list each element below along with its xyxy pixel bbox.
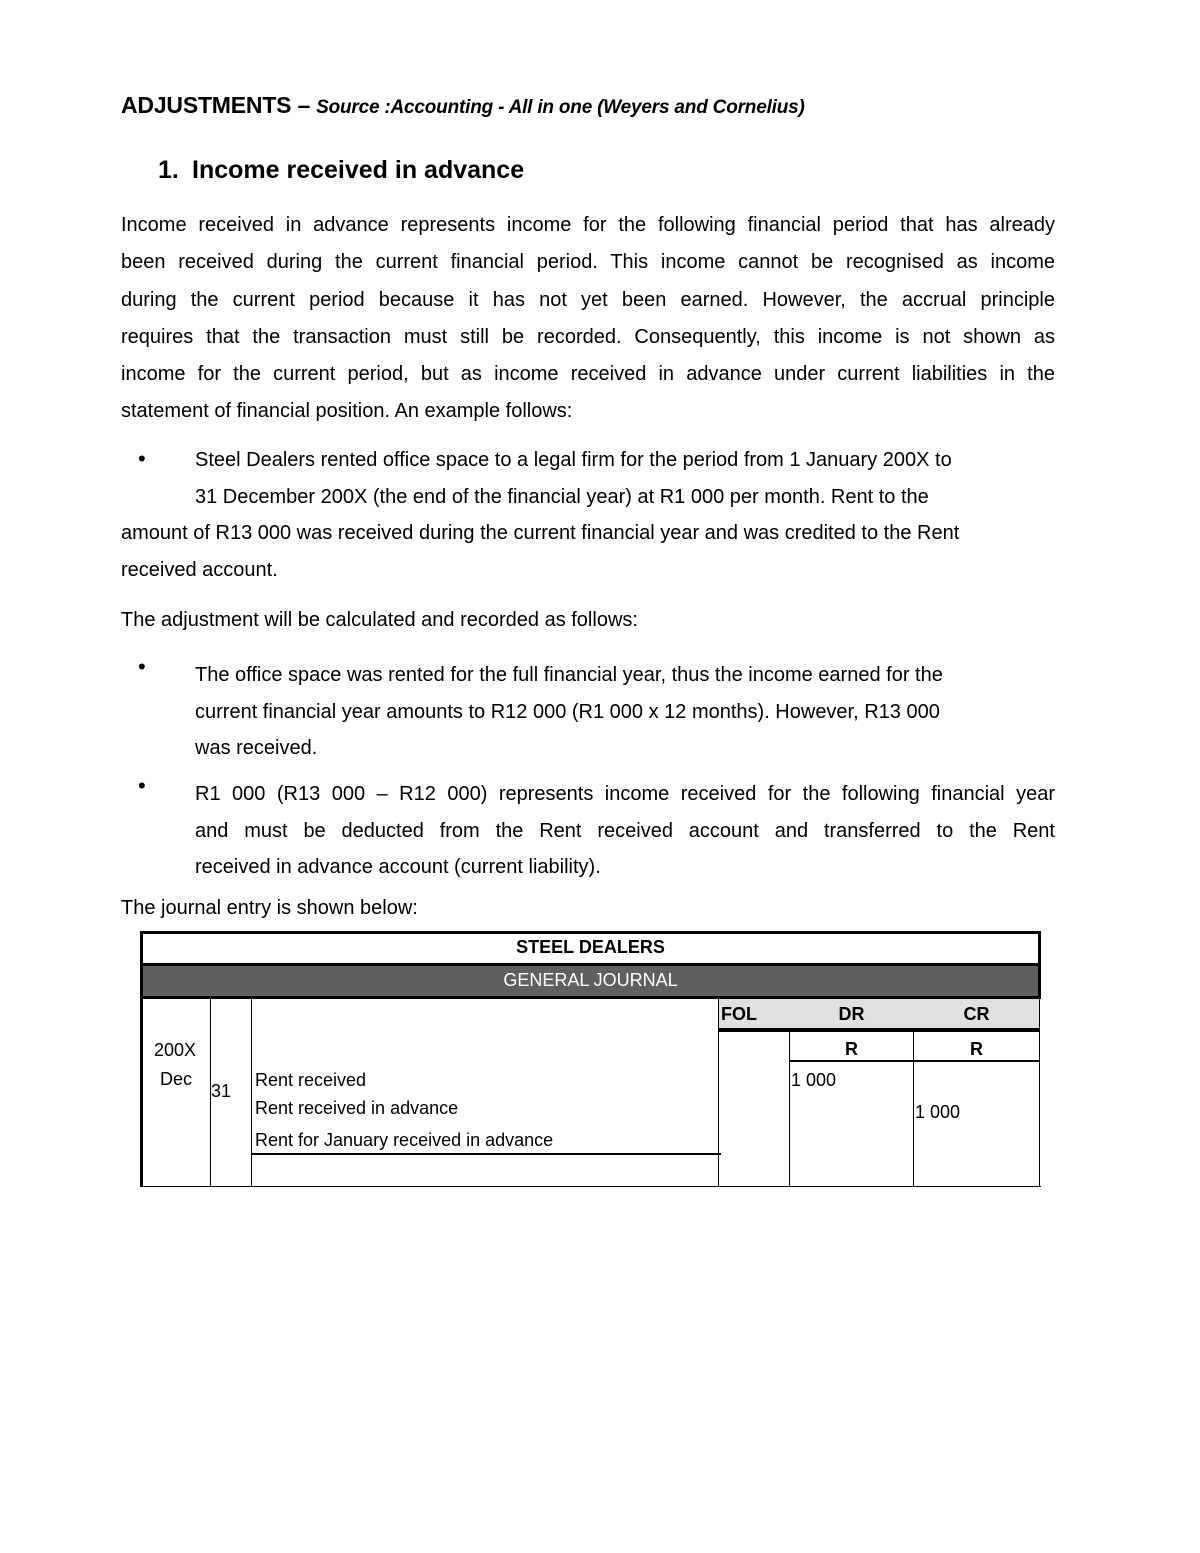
bullet-icon: • bbox=[138, 446, 146, 471]
entry-month: Dec bbox=[160, 1069, 193, 1089]
table-border bbox=[251, 997, 252, 1187]
paragraph-line: requires that the transaction must still be recorded. Consequently, this income is not shown as bbox=[121, 325, 1055, 348]
bullet-line: and must be deducted from the Rent received account and transferred to the Rent bbox=[195, 819, 1055, 842]
bullet-icon: • bbox=[138, 654, 146, 679]
section-title: Income received in advance bbox=[192, 156, 525, 184]
credit-account: Rent received in advance bbox=[255, 1098, 459, 1118]
title-text: ADJUSTMENTS – bbox=[121, 92, 311, 118]
bullet-line: received in advance account (current liability). bbox=[195, 856, 601, 878]
paragraph-line: income for the current period, but as income received in advance under current liabilities in the bbox=[121, 363, 1055, 386]
table-border bbox=[251, 1153, 721, 1155]
paragraph-line: been received during the current financial period. This income cannot be recognised as income bbox=[121, 251, 1055, 274]
source-citation: Source :Accounting - All in one (Weyers and Cornelius) bbox=[316, 97, 805, 118]
section-heading bbox=[158, 156, 524, 185]
paragraph-line: Income received in advance represents income for the following financial period that has already bbox=[121, 214, 1055, 236]
section-number: 1. bbox=[158, 156, 179, 184]
table-border bbox=[1039, 997, 1040, 1187]
bullet-item bbox=[195, 776, 1055, 886]
bullet-line: R1 000 (R13 000 – R12 000) represents income received for the following financial year bbox=[195, 783, 1055, 805]
document-title bbox=[121, 92, 805, 119]
dr-currency: R bbox=[845, 1039, 858, 1059]
table-border bbox=[140, 931, 1041, 934]
example-line: Steel Dealers rented office space to a legal firm for the period from 1 January 200X to bbox=[195, 449, 952, 471]
narration: Rent for January received in advance bbox=[255, 1130, 554, 1150]
dr-header: DR bbox=[838, 1004, 865, 1024]
example-line: amount of R13 000 was received during the current financial year and was credited to the Rent bbox=[121, 522, 960, 544]
debit-account: Rent received bbox=[255, 1070, 367, 1090]
cr-header: CR bbox=[963, 1004, 990, 1024]
dr-amount: 1 000 bbox=[791, 1070, 837, 1090]
table-border bbox=[789, 1060, 1040, 1062]
entry-day: 31 bbox=[211, 1081, 232, 1101]
bullet-line: current financial year amounts to R12 000 (R1 000 x 12 months). However, R13 000 bbox=[195, 700, 940, 723]
fol-header: FOL bbox=[721, 1004, 757, 1024]
table-border bbox=[140, 1186, 1041, 1187]
journal-intro: The journal entry is shown below: bbox=[121, 897, 418, 919]
cr-currency: R bbox=[970, 1039, 983, 1059]
bullet-item bbox=[195, 657, 1055, 767]
journal-title: GENERAL JOURNAL bbox=[503, 970, 678, 990]
paragraph-line: statement of financial position. An example follows: bbox=[121, 400, 573, 423]
bullet-line: was received. bbox=[195, 737, 318, 759]
bullet-icon: • bbox=[138, 773, 146, 798]
paragraph-line: during the current period because it has not yet been earned. However, the accrual principle bbox=[121, 288, 1055, 311]
cr-amount: 1 000 bbox=[915, 1102, 961, 1122]
example-line: received account. bbox=[121, 559, 278, 581]
table-border bbox=[140, 963, 1041, 966]
entry-year: 200X bbox=[154, 1040, 197, 1060]
calc-intro: The adjustment will be calculated and recorded as follows: bbox=[121, 609, 638, 631]
bullet-line: The office space was rented for the full financial year, thus the income earned for the bbox=[195, 664, 943, 686]
general-journal-table bbox=[140, 931, 1041, 1187]
intro-paragraph bbox=[121, 207, 1055, 431]
example-line: 31 December 200X (the end of the financial year) at R1 000 per month. Rent to the bbox=[195, 486, 929, 508]
table-border bbox=[718, 1028, 1040, 1032]
company-name: STEEL DEALERS bbox=[516, 937, 665, 957]
